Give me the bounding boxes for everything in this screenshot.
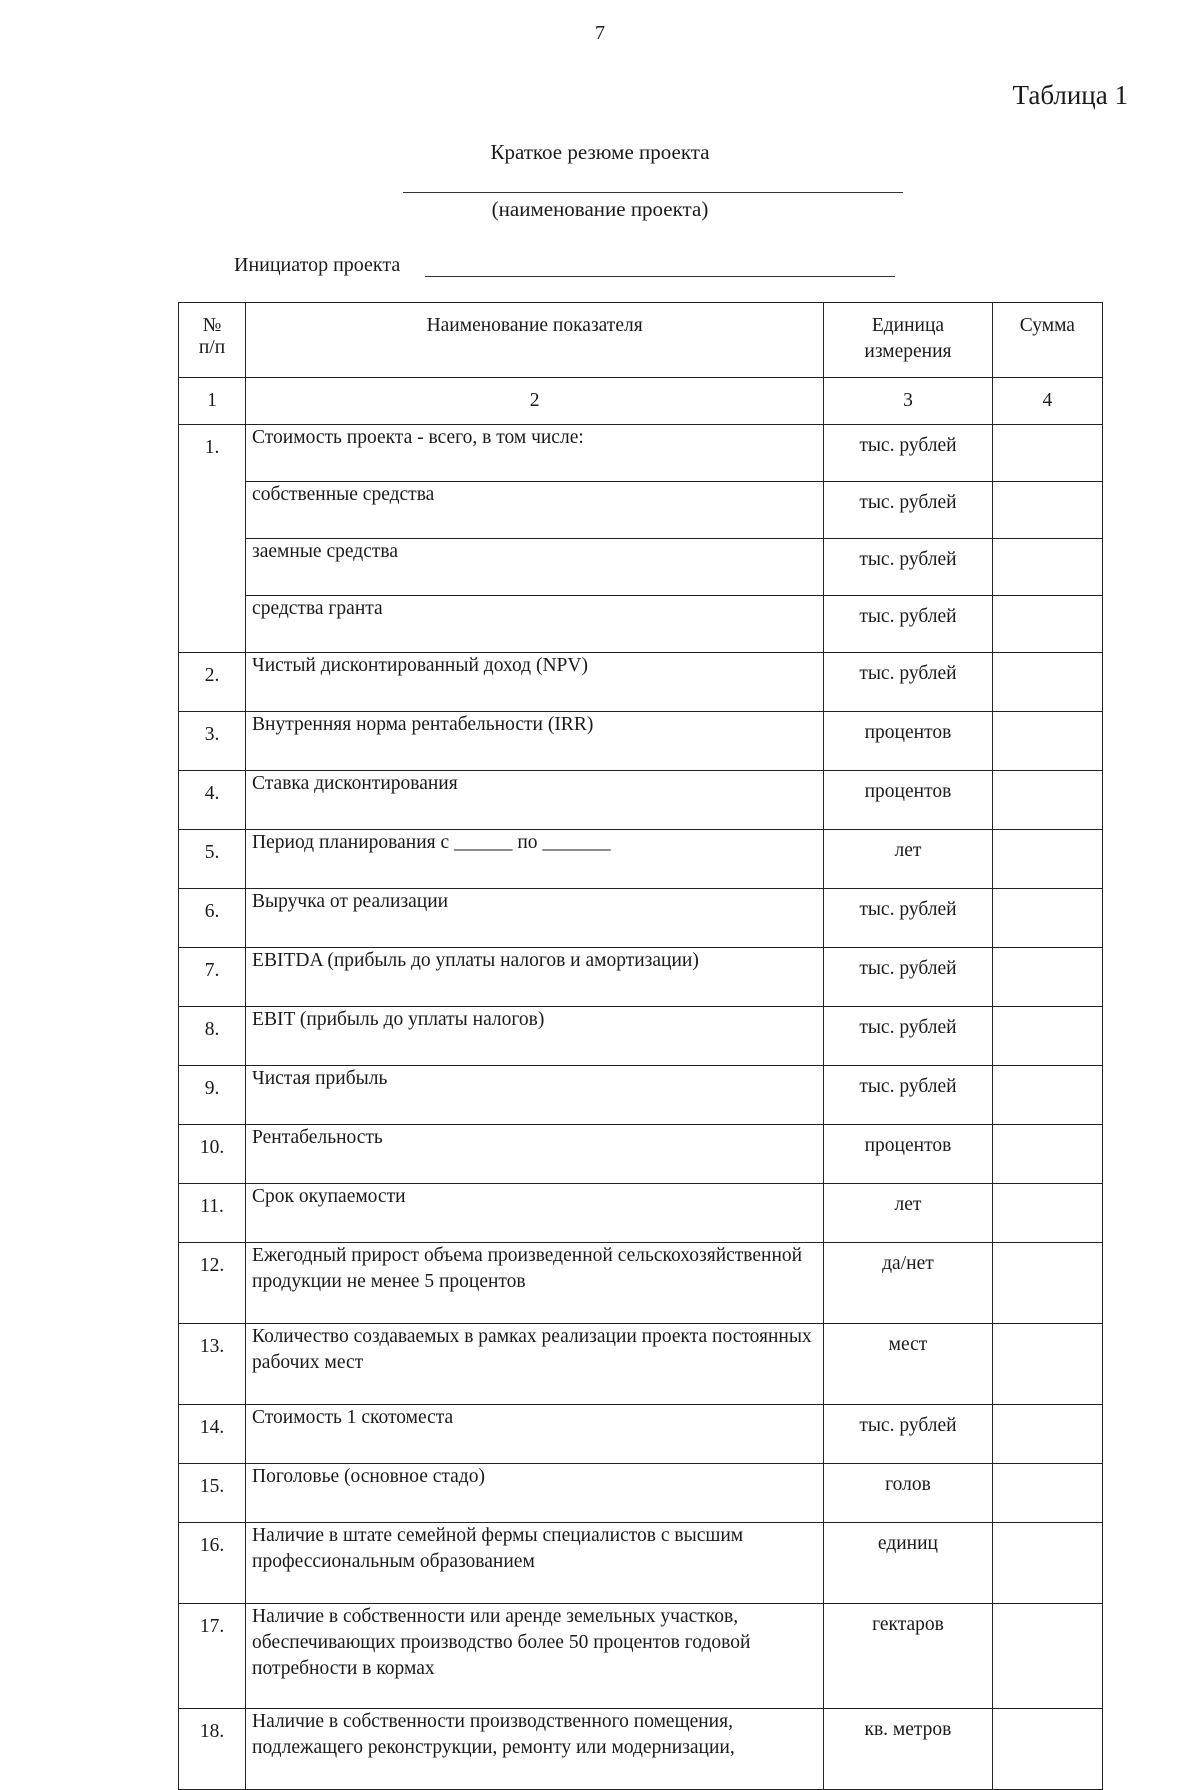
sum-cell[interactable] [992,771,1102,830]
indicator-name: Рентабельность [246,1125,824,1184]
indicator-name: Наличие в собственности производственного помещения, подлежащего реконструкции, ремонту или модернизации, [246,1709,824,1790]
unit-of-measure: гектаров [824,1604,993,1709]
row-number: 16. [179,1523,246,1604]
unit-of-measure: тыс. рублей [824,425,993,482]
sum-cell[interactable] [992,1125,1102,1184]
unit-of-measure: единиц [824,1523,993,1604]
unit-of-measure: тыс. рублей [824,653,993,712]
unit-of-measure: процентов [824,771,993,830]
sum-cell[interactable] [992,539,1102,596]
sum-cell[interactable] [992,1243,1102,1324]
header-indicator [246,303,824,378]
column-number: 2 [246,378,824,425]
column-number: 1 [179,378,246,425]
table-row [179,1405,1103,1464]
row-number: 7. [179,948,246,1007]
page-number: 7 [595,22,605,44]
row-number: 10. [179,1125,246,1184]
summary-table [178,302,1103,1790]
indicator-name: EBIT (прибыль до уплаты налогов) [246,1007,824,1066]
table-row [179,482,1103,539]
row-number: 12. [179,1243,246,1324]
table-row [179,1066,1103,1125]
table-row [179,1243,1103,1324]
indicator-name: заемные средства [246,539,824,596]
sum-cell[interactable] [992,712,1102,771]
unit-of-measure: лет [824,830,993,889]
sum-cell[interactable] [992,889,1102,948]
table-row [179,1184,1103,1243]
table-row [179,889,1103,948]
table-row [179,1324,1103,1405]
sum-cell[interactable] [992,425,1102,482]
row-number: 9. [179,1066,246,1125]
sum-cell[interactable] [992,1604,1102,1709]
row-number: 5. [179,830,246,889]
table-row [179,1709,1103,1790]
row-number: 17. [179,1604,246,1709]
header-unit-label: Единица измерения [864,315,952,362]
sum-cell[interactable] [992,830,1102,889]
sum-cell[interactable] [992,1066,1102,1125]
table-row [179,948,1103,1007]
row-number: 4. [179,771,246,830]
unit-of-measure: да/нет [824,1243,993,1324]
indicator-name: Стоимость проекта - всего, в том числе: [246,425,824,482]
unit-of-measure: тыс. рублей [824,482,993,539]
sum-cell[interactable] [992,482,1102,539]
indicator-name: Выручка от реализации [246,889,824,948]
header-number [179,303,246,378]
table-row [179,1125,1103,1184]
unit-of-measure: тыс. рублей [824,948,993,1007]
sum-cell[interactable] [992,596,1102,653]
unit-of-measure: тыс. рублей [824,1007,993,1066]
table-label: Таблица 1 [1012,80,1128,110]
indicator-name: EBITDA (прибыль до уплаты налогов и амортизации) [246,948,824,1007]
row-number: 2. [179,653,246,712]
row-number: 11. [179,1184,246,1243]
table-row [179,830,1103,889]
unit-of-measure: тыс. рублей [824,1405,993,1464]
column-number: 4 [992,378,1102,425]
table-header-row [179,303,1103,378]
table-row [179,539,1103,596]
header-sum-label: Сумма [1019,315,1075,336]
header-number-label: № п/п [198,315,226,358]
indicator-name: Период планирования с ______ по _______ [246,830,824,889]
row-number: 15. [179,1464,246,1523]
unit-of-measure: мест [824,1324,993,1405]
table-row [179,1464,1103,1523]
unit-of-measure: тыс. рублей [824,539,993,596]
header-sum [992,303,1102,378]
sum-cell[interactable] [992,1324,1102,1405]
initiator-line [425,276,895,277]
unit-of-measure: тыс. рублей [824,1066,993,1125]
column-number: 3 [824,378,993,425]
row-number: 3. [179,712,246,771]
row-number: 18. [179,1709,246,1790]
unit-of-measure: процентов [824,1125,993,1184]
table-row [179,771,1103,830]
indicator-name: собственные средства [246,482,824,539]
table-row [179,425,1103,482]
initiator-label: Инициатор проекта [234,254,401,276]
column-number-row [179,378,1103,425]
row-number: 6. [179,889,246,948]
sum-cell[interactable] [992,1523,1102,1604]
sum-cell[interactable] [992,1709,1102,1790]
document-title: Краткое резюме проекта [490,140,710,164]
header-indicator-label: Наименование показателя [426,315,643,336]
project-name-hint: (наименование проекта) [491,197,709,221]
header-unit [824,303,993,378]
row-number: 13. [179,1324,246,1405]
indicator-name: Поголовье (основное стадо) [246,1464,824,1523]
indicator-name: Чистый дисконтированный доход (NPV) [246,653,824,712]
table-row [179,596,1103,653]
sum-cell[interactable] [992,1007,1102,1066]
table-row [179,1007,1103,1066]
table-row [179,1523,1103,1604]
table-row [179,1604,1103,1709]
indicator-name: средства гранта [246,596,824,653]
indicator-name: Наличие в штате семейной фермы специалистов с высшим профессиональным образованием [246,1523,824,1604]
indicator-name: Ставка дисконтирования [246,771,824,830]
row-number: 8. [179,1007,246,1066]
unit-of-measure: голов [824,1464,993,1523]
table-row [179,653,1103,712]
unit-of-measure: тыс. рублей [824,596,993,653]
unit-of-measure: кв. метров [824,1709,993,1790]
unit-of-measure: процентов [824,712,993,771]
indicator-name: Срок окупаемости [246,1184,824,1243]
unit-of-measure: лет [824,1184,993,1243]
unit-of-measure: тыс. рублей [824,889,993,948]
indicator-name: Стоимость 1 скотоместа [246,1405,824,1464]
indicator-name: Внутренняя норма рентабельности (IRR) [246,712,824,771]
row-number: 14. [179,1405,246,1464]
indicator-name: Ежегодный прирост объема произведенной сельскохозяйственной продукции не менее 5 процентов [246,1243,824,1324]
table-row [179,712,1103,771]
indicator-name: Чистая прибыль [246,1066,824,1125]
sum-cell[interactable] [992,1464,1102,1523]
sum-cell[interactable] [992,948,1102,1007]
sum-cell[interactable] [992,1184,1102,1243]
sum-cell[interactable] [992,653,1102,712]
indicator-name: Наличие в собственности или аренде земельных участков, обеспечивающих производство более 50 процентов годовой потребности в кормах [246,1604,824,1709]
sum-cell[interactable] [992,1405,1102,1464]
indicator-name: Количество создаваемых в рамках реализации проекта постоянных рабочих мест [246,1324,824,1405]
row-number: 1. [179,425,246,653]
project-name-line [403,192,903,193]
